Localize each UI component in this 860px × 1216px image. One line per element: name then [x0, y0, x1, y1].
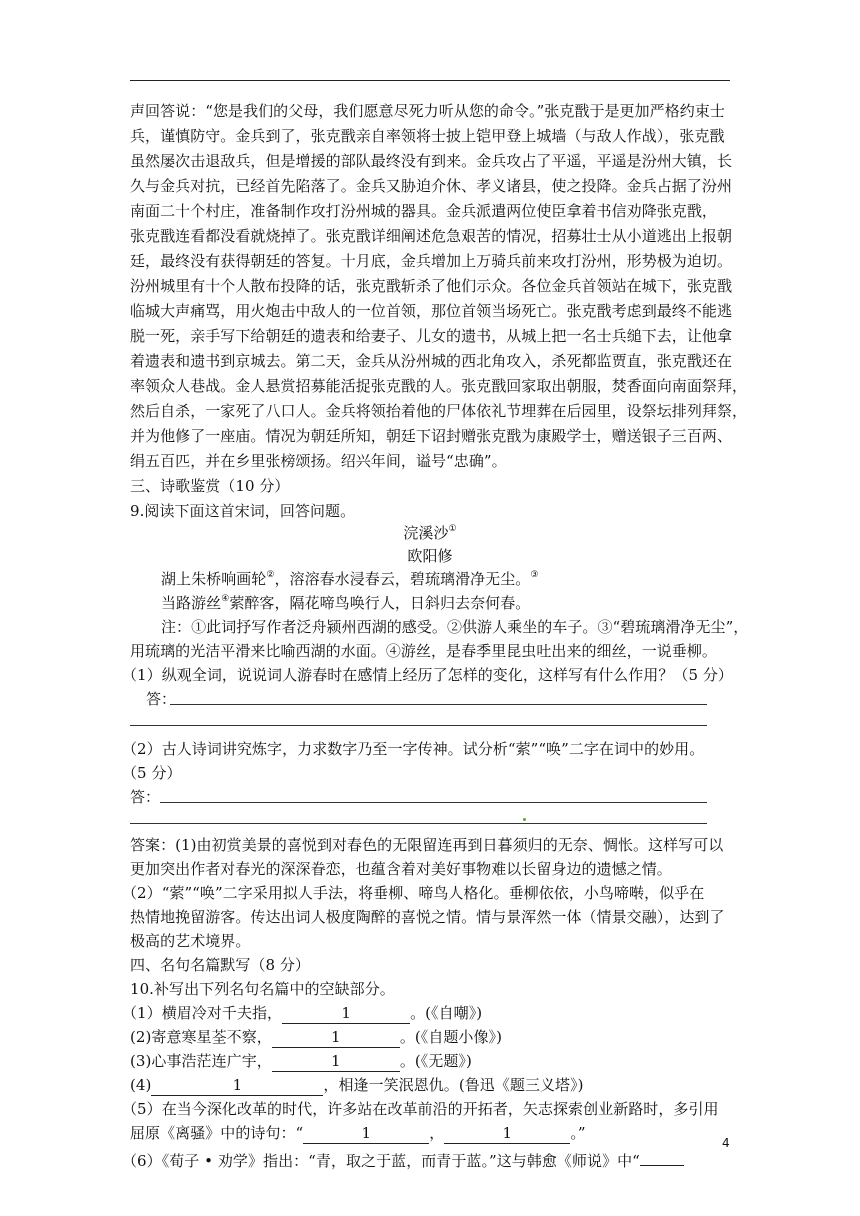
stray-mark: [523, 818, 526, 821]
fill-item-1: （1）横眉冷对千夫指， 1 。(《自嘲》): [122, 1004, 483, 1022]
fill-blank[interactable]: 1: [272, 1052, 400, 1072]
fill-blank[interactable]: 1: [282, 1004, 410, 1024]
fill-blank[interactable]: [640, 1146, 684, 1166]
fill-item-6: （6）《荀子 • 劝学》指出：“青，取之于蓝，而青于蓝。”这与韩愈《师说》中“: [122, 1146, 725, 1173]
answer-text: 极高的艺术境界。: [130, 932, 251, 950]
answer-text: 热情地挽留游客。传达出词人极度陶醉的喜悦之情。情与景浑然一体（情景交融），达到了: [130, 908, 725, 926]
passage-line: 率领众人巷战。金人悬赏招募能活捉张克戬的人。张克戬回家取出朝服，焚香面向南面祭拜，: [130, 377, 748, 395]
answer-text: （2）“萦”“唤”二字采用拟人手法，将垂柳、啼鸟人格化。垂柳依依，小鸟啼啭，似乎在: [122, 884, 705, 902]
answer-text: 答案：(1)由初赏美景的喜悦到对春色的无限留连再到日暮须归的无奈、惆怅。这样写可以: [130, 836, 724, 854]
passage-line: 脱一死，亲手写下给朝廷的遗表和给妻子、儿女的遗书，从城上把一名士兵缒下去，让他拿: [130, 327, 733, 345]
header-rule: [130, 80, 730, 81]
passage-line: 久与金兵对抗，已经首先陷落了。金兵又胁迫介休、孝义诸县，使之投降。金兵占据了汾州: [130, 177, 733, 195]
passage-line: 张克戬连看都没看就烧掉了。张克戬详细阐述危急艰苦的情况，招募壮士从小道逃出上报朝: [130, 227, 733, 245]
answer-line[interactable]: [160, 802, 707, 803]
fill-blank[interactable]: 1: [444, 1124, 570, 1144]
question-1: （1）纵观全词，说说词人游春时在感情上经历了怎样的变化，这样写有什么作用？（5 分）: [122, 666, 733, 684]
passage-line: 兵，谨慎防守。金兵到了，张克戬亲自率领将士披上铠甲登上城墙（与敌人作战），张克戬: [130, 127, 725, 145]
passage-line: 着遗表和遗书到京城去。第二天，金兵从汾州城的西北角攻入，杀死都监贾直，张克戬还在: [130, 352, 733, 370]
poem-notes: 注：①此词抒写作者泛舟颍州西湖的感受。②供游人乘坐的车子。③“碧琉璃滑净无尘”，: [161, 618, 749, 636]
question-2-points: （5 分）: [122, 764, 182, 782]
footnote-marker: ②: [266, 570, 275, 580]
fill-blank[interactable]: 1: [303, 1124, 429, 1144]
section-heading: 三、诗歌鉴赏（10 分）: [130, 477, 290, 495]
question-2: （2）古人诗词讲究炼字，力求数字乃至一字传神。试分析“萦”“唤”二字在词中的妙用。: [122, 740, 705, 758]
passage-line: 汾州城里有十个人散布投降的话，张克戬斩杀了他们示众。各位金兵首领站在城下，张克戬: [130, 277, 733, 295]
answer-label: 答：: [146, 690, 177, 708]
fill-blank[interactable]: 1: [151, 1076, 323, 1096]
passage-line: 声回答说：“您是我们的父母，我们愿意尽死力听从您的命令。”张克戬于是更加严格约束士: [130, 102, 725, 120]
fill-blank[interactable]: 1: [272, 1028, 400, 1048]
section-heading: 四、名句名篇默写（8 分）: [130, 956, 310, 974]
poem-line: 当路游丝④萦醉客，隔花啼鸟唤行人，日斜归去奈何春。: [161, 594, 531, 612]
poem-notes: 用琉璃的光洁平滑来比喻西湖的水面。④游丝，是春季里昆虫吐出来的细丝，一说垂柳。: [130, 642, 717, 660]
fill-item-4: (4) 1 ，相逢一笑泯恩仇。(鲁迅《题三义塔》): [130, 1076, 584, 1094]
poem-title: 浣溪沙①: [403, 524, 457, 542]
poem-author: 欧阳修: [407, 547, 453, 565]
passage-line: 廷，最终没有获得朝廷的答复。十月底，金兵增加上万骑兵前来攻打汾州，形势极为迫切。: [130, 252, 733, 270]
fill-item-5: （5）在当今深化改革的时代，许多站在改革前沿的开拓者，矢志探索创业新路时，多引用: [122, 1100, 719, 1118]
page-number: 4: [722, 1136, 730, 1150]
question-prompt: 10.补写出下列名句名篇中的空缺部分。: [130, 980, 395, 998]
fill-item-2: (2)寄意寒星荃不察， 1 。(《自题小像》): [130, 1028, 502, 1046]
passage-line: 南面二十个村庄，准备制作攻打汾州城的器具。金兵派遣两位使臣拿着书信劝降张克戬，: [130, 202, 717, 220]
footnote-marker: ④: [221, 594, 230, 604]
footnote-marker: ③: [530, 570, 539, 580]
passage-line: 并为他修了一座庙。情况为朝廷所知，朝廷下诏封赠张克戬为康殿学士，赠送银子三百两、: [130, 427, 733, 445]
footnote-marker: ①: [448, 524, 457, 534]
fill-item-3: (3)心事浩茫连广宇， 1 。(《无题》): [130, 1052, 472, 1070]
question-prompt: 9.阅读下面这首宋词，回答问题。: [130, 502, 356, 520]
fill-item-5-blanks: 屈原《离骚》中的诗句：“ 1 ， 1 。”: [130, 1124, 586, 1142]
answer-text: 更加突出作者对春光的深深眷恋，也蕴含着对美好事物难以长留身边的遗憾之情。: [130, 860, 672, 878]
passage-line: 虽然屡次击退敌兵，但是增援的部队最终没有到来。金兵攻占了平遥，平遥是汾州大镇，长: [130, 152, 733, 170]
passage-line: 然后自杀，一家死了八口人。金兵将领抬着他的尸体依礼节埋葬在后园里，设祭坛排列拜祭，: [130, 402, 748, 420]
answer-line[interactable]: [130, 725, 707, 726]
passage-line: 临城大声痛骂，用火炮击中敌人的一位首领，那位首领当场死亡。张克戬考虑到最终不能逃: [130, 302, 733, 320]
answer-line[interactable]: [130, 823, 707, 824]
poem-line: 湖上朱桥响画轮②，溶溶春水浸春云，碧琉璃滑净无尘。③: [161, 570, 539, 588]
answer-line[interactable]: [170, 704, 707, 705]
passage-line: 绢五百匹，并在乡里张榜颂扬。绍兴年间，谥号“忠确”。: [130, 452, 507, 470]
answer-label: 答：: [130, 788, 161, 806]
